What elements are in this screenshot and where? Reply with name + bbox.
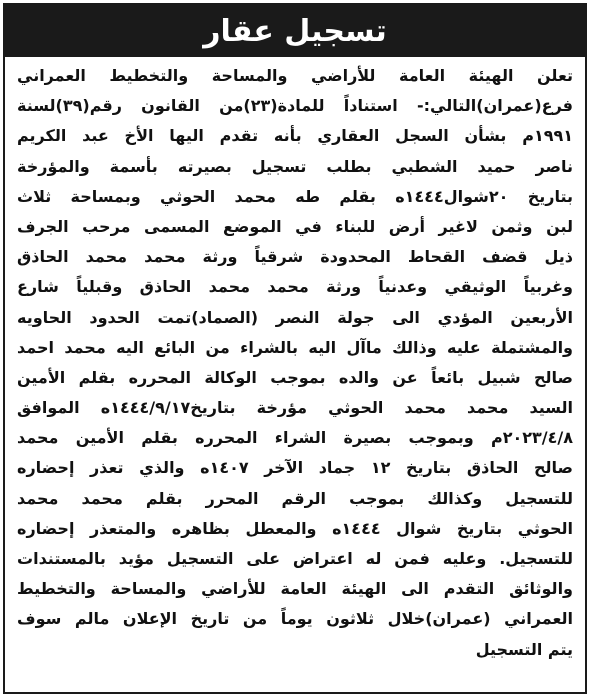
notice-line: ذيل قضف القحاط المحدودة شرقياً ورثة محمد محمد الحاذق (17, 247, 573, 267)
notice-line: ١٩٩١م بشأن السجل العقاري بأنه تقدم اليها الأخ عبد الكريم (17, 126, 573, 146)
notice-line: بتاريخ ٢٠شوال١٤٤٤ه بقلم طه محمد الحوثي وبمساحة ثلاث (17, 186, 573, 206)
title-banner (5, 5, 585, 57)
notice-line: والمشتملة عليه وذالك ماآل اليه بالشراء من البائع اليه محمد احمد (17, 337, 573, 357)
notice-title: تسجيل عقار (203, 13, 387, 49)
notice-line: فرع(عمران)التالي:- استناداً للمادة(٢٣)من القانون رقم(٣٩)لسنة (17, 96, 573, 116)
notice-line: للتسجيل وكذالك بموجب الرقم المحرر بقلم محمد محمد (17, 488, 573, 508)
notice-line: السيد محمد محمد الحوثي مؤرخة بتاريخ١٤٤٤/٩/١٧ه الموافق (17, 398, 573, 418)
notice-line: وغربياً الوثيقي وعدنياً ورثة محمد محمد الحاذق وقبلياً شارع (17, 277, 573, 297)
notice-line: تعلن الهيئة العامة للأراضي والمساحة والتخطيط العمراني (17, 66, 573, 85)
notice-body (17, 61, 573, 688)
notice-line: صالح الحاذق بتاريخ ١٢ جماد الآخر ١٤٠٧ه والذي تعذر إحضاره (17, 458, 573, 478)
notice-line: للتسجيل. وعليه فمن له اعتراض على التسجيل مؤيد بالمستندات (17, 549, 573, 568)
notice-line: الحوثي بتاريخ شوال ١٤٤٤ه والمعطل بظاهره والمتعذر إحضاره (17, 518, 573, 538)
notice-line-last: يتم التسجيل (475, 639, 573, 659)
public-notice (3, 3, 587, 694)
notice-line: العمراني (عمران)خلال ثلاثون يوماً من تاريخ الإعلان مالم سوف (17, 609, 573, 629)
notice-line: ناصر حميد الشطبي بطلب تسجيل بصيرته بأسمة والمؤرخة (17, 156, 573, 176)
notice-line: الأربعين المؤدي الى جولة النصر (الصماد)تمت الحدود الحاويه (17, 307, 573, 327)
notice-line: لبن وثمن لاغير أرض للبناء في الموضع المسمى مرحب الجرف (17, 216, 573, 236)
notice-line: صالح شبيل بائعاً عن والده بموجب الوكالة المحرره بقلم الأمين (17, 367, 573, 387)
notice-line: ٢٠٢٣/٤/٨م وبموجب بصيرة الشراء المحرره بقلم الأمين محمد (17, 428, 573, 448)
notice-line: والوثائق التقدم الى الهيئة العامة للأراضي والمساحة والتخطيط (17, 579, 573, 599)
